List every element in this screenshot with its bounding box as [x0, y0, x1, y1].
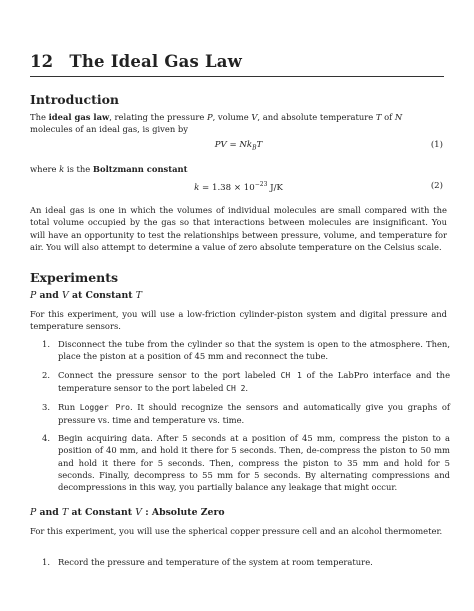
text-run: , and absolute temperature	[257, 112, 376, 122]
introduction-heading: Introduction	[30, 92, 120, 107]
list-text: Run	[58, 402, 80, 412]
equation-2	[30, 181, 447, 194]
intro-paragraph-2	[30, 163, 447, 175]
var-t: T	[62, 507, 69, 518]
text-run: where	[30, 164, 60, 174]
var-p: P	[206, 112, 213, 122]
chapter-title	[30, 52, 242, 71]
list-item	[42, 432, 450, 493]
list-text: Disconnect the tube from the cylinder so that the system is open to the atmosphere. Then, place the piston at a position of 45 mm and reconnect the tube.	[58, 339, 450, 362]
text-run: at Constant	[68, 507, 136, 518]
text-run: is the	[64, 164, 93, 174]
ideal-gas-law-term: ideal gas law	[48, 112, 110, 122]
var-k: k	[59, 164, 65, 174]
eq2-exponent: −23	[254, 181, 268, 188]
list-item	[42, 401, 450, 427]
list-marker: 1.	[42, 339, 50, 349]
eq1-t: T	[256, 140, 263, 150]
list-text: .	[245, 383, 249, 394]
eq1-equals: =	[226, 140, 240, 150]
text-run: and	[36, 290, 63, 301]
equation-1	[30, 140, 447, 153]
text-run: The	[30, 112, 49, 122]
eq2-value: = 1.38 × 10	[199, 182, 255, 193]
intro-paragraph-1	[30, 111, 447, 136]
equation-2-body	[30, 181, 447, 193]
text-run: and	[36, 507, 63, 518]
experiment-2-intro: For this experiment, you will use the spherical copper pressure cell and an alcohol thermometer.	[30, 526, 443, 536]
var-v: V	[251, 112, 258, 122]
subsection-p-t-constant-v	[30, 507, 225, 518]
intro-paragraph-3: An ideal gas is one in which the volumes of individual molecules are small compared with the total volume occupied by the gas so that interactions between molecules are insignificant. You will have an opportunity to test the relationships between pressure, volume, and temperature for air. You will also attempt to determine a value of zero absolute temperature on the Celsius scale.	[30, 205, 447, 252]
var-p: P	[30, 290, 37, 301]
text-run: , relating the pressure	[109, 112, 207, 122]
equation-1-number: (1)	[430, 140, 443, 150]
eq1-rhs: Nk	[239, 140, 253, 150]
list-marker: 3.	[42, 402, 50, 412]
experiments-heading: Experiments	[30, 270, 119, 285]
text-run: : Absolute Zero	[141, 507, 225, 518]
list-marker: 1.	[42, 557, 50, 567]
list-item	[42, 369, 451, 396]
var-t: T	[375, 112, 382, 122]
text-run: molecules of an ideal gas, is given by	[30, 124, 188, 135]
chapter-number: 12	[30, 52, 54, 71]
eq1-subscript: B	[252, 144, 257, 152]
code-ch1: CH 1	[280, 371, 302, 380]
equation-2-number: (2)	[430, 181, 443, 191]
equation-1-body	[30, 140, 447, 152]
eq2-unit: J/K	[267, 182, 283, 193]
list-marker: 4.	[42, 433, 50, 443]
var-n: N	[394, 112, 403, 122]
text-run: of	[381, 112, 395, 122]
list-text: of the LabPro interface and the temperature sensor to the port labeled	[58, 370, 451, 394]
list-text: Record the pressure and temperature of the system at room temperature.	[58, 557, 373, 567]
var-v: V	[135, 507, 142, 518]
subsection-p-v-constant-t	[30, 290, 142, 301]
eq1-lhs: PV	[214, 140, 227, 150]
title-rule	[30, 76, 444, 77]
code-ch2: CH 2	[226, 384, 246, 394]
text-run: , volume	[212, 112, 252, 122]
var-t: T	[135, 290, 142, 301]
code-logger-pro: Logger Pro	[79, 403, 130, 412]
list-marker: 2.	[42, 370, 50, 380]
list-text: Connect the pressure sensor to the port labeled	[58, 370, 281, 380]
eq2-k: k	[194, 182, 200, 193]
list-text: . It should recognize the sensors and automatically give you graphs of pressure vs. time and temperature vs. time.	[58, 402, 450, 426]
list-text: Begin acquiring data. After 5 seconds at a position of 45 mm, compress the piston to a position of 40 mm, and hold it there for 5 seconds. Then, de-compress the piston to 50 mm and hold it there for 5 seconds. Then, compress the piston to 35 mm and hold for 5 seconds. Finally, decompress to 55 mm for 5 seconds. By alternating compressions and decompressions in this way, you partially balance any leakage that might occur.	[58, 433, 450, 493]
var-v: V	[62, 290, 69, 301]
chapter-title-text: The Ideal Gas Law	[69, 52, 243, 71]
text-run: at Constant	[68, 290, 136, 301]
experiment-1-intro: For this experiment, you will use a low-friction cylinder-piston system and digital pressure and temperature sensors.	[30, 309, 447, 332]
list-item	[42, 556, 450, 568]
list-item	[42, 338, 450, 363]
boltzmann-constant-term: Boltzmann constant	[92, 164, 188, 174]
var-p: P	[30, 507, 37, 518]
